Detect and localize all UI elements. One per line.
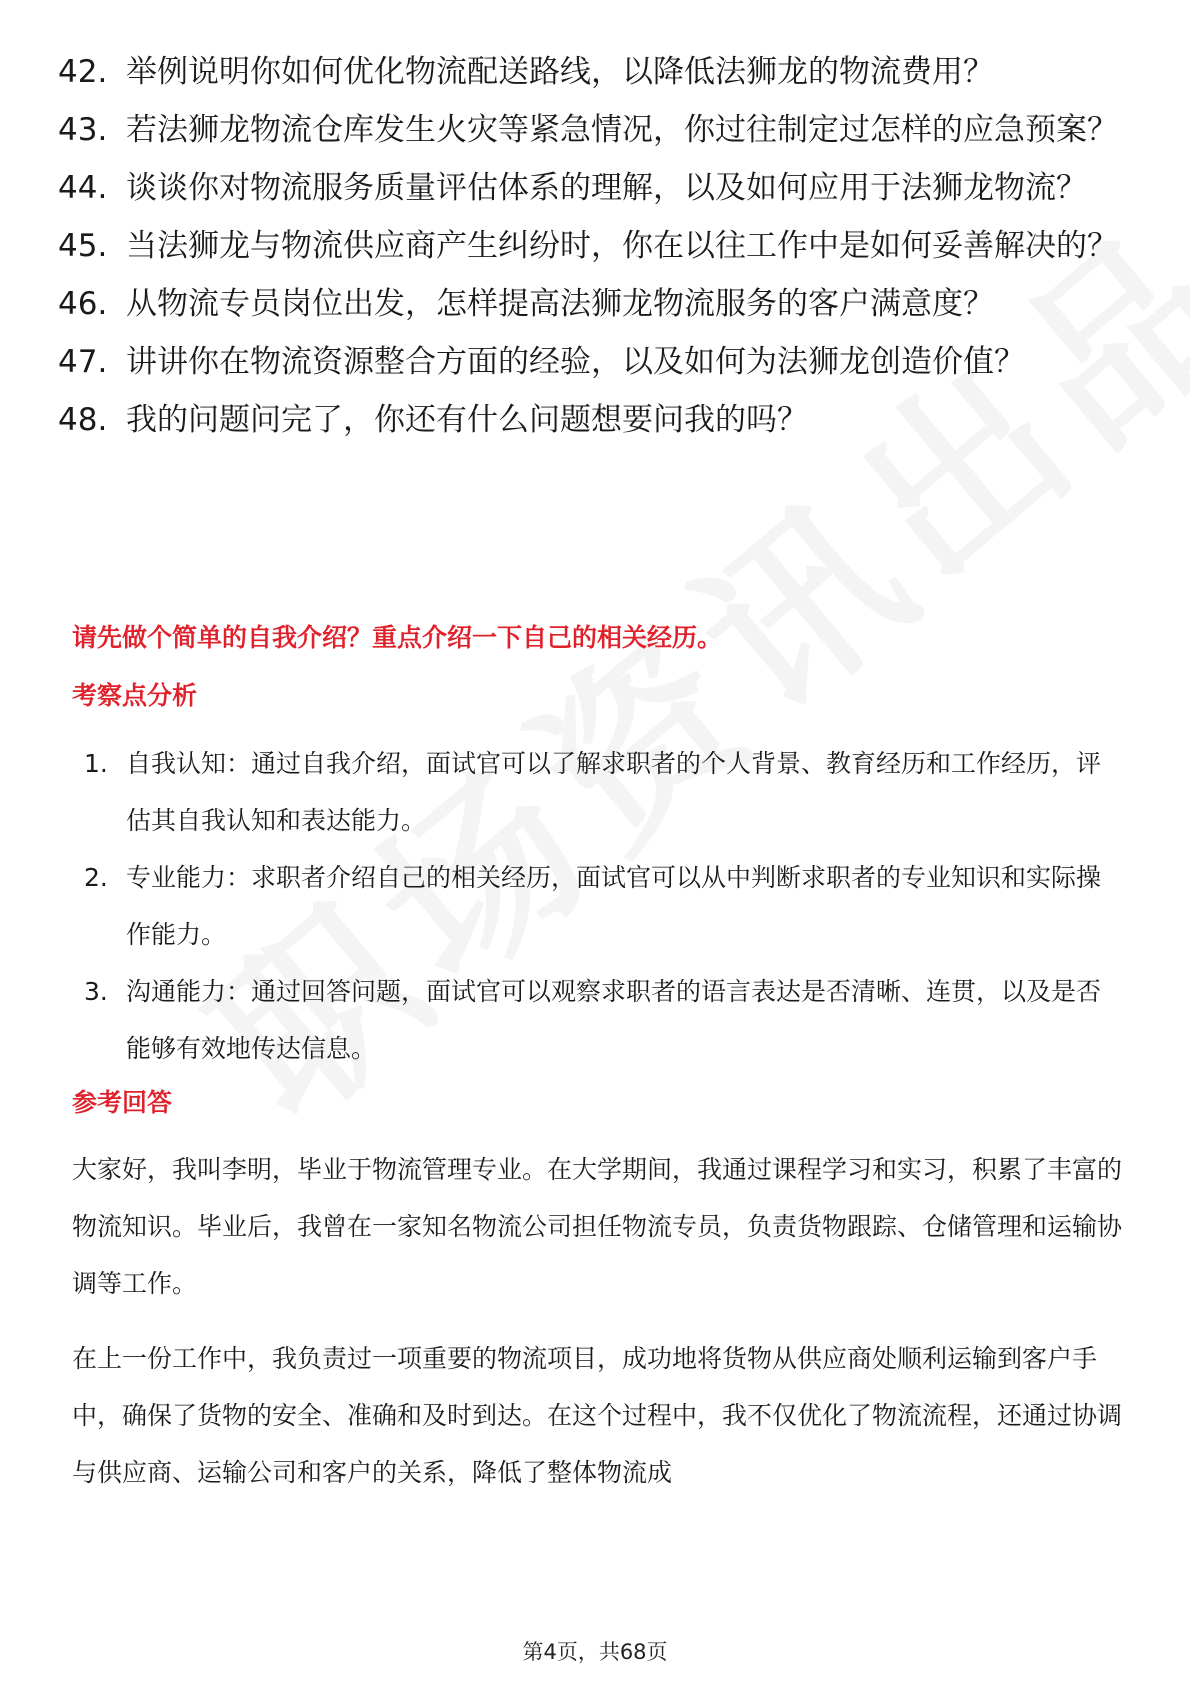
list-item [58,226,1138,266]
question-text: 举例说明你如何优化物流配送路线，以降低法狮龙的物流费用？ [126,54,994,90]
analysis-heading: 考察点分析 [72,681,198,710]
list-item [84,735,1124,849]
answer-paragraph: 在上一份工作中，我负责过一项重要的物流项目，成功地将货物从供应商处顺利运输到客户手中，确保了货物的安全、准确和及时到达。在这个过程中，我不仅优化了物流流程，还通过协调与供应商、运输公司和客户的关系，降低了整体物流成 [72,1344,1123,1487]
page-footer: 第4页，共68页 [522,1640,668,1664]
point-number: 2. [84,863,108,892]
question-number: 47. [58,344,108,380]
list-item [58,342,1138,382]
question-number: 45. [58,228,108,264]
question-text: 谈谈你对物流服务质量评估体系的理解，以及如何应用于法狮龙物流？ [126,170,1087,206]
question-list [58,52,1138,458]
list-item [58,400,1138,440]
question-number: 43. [58,112,108,148]
list-item [58,52,1138,92]
question-text: 若法狮龙物流仓库发生火灾等紧急情况，你过往制定过怎样的应急预案？ [126,112,1118,148]
question-number: 42. [58,54,108,90]
point-text: 专业能力：求职者介绍自己的相关经历，面试官可以从中判断求职者的专业知识和实际操作能力。 [126,863,1102,949]
list-item [84,963,1124,1077]
question-text: 我的问题问完了，你还有什么问题想要问我的吗？ [126,402,808,438]
list-item [58,168,1138,208]
question-text: 从物流专员岗位出发，怎样提高法狮龙物流服务的客户满意度？ [126,286,994,322]
answer-heading: 参考回答 [72,1088,173,1117]
question-text: 讲讲你在物流资源整合方面的经验，以及如何为法狮龙创造价值？ [126,344,1025,380]
list-item [58,110,1138,150]
point-text: 自我认知：通过自我介绍，面试官可以了解求职者的个人背景、教育经历和工作经历，评估其自我认知和表达能力。 [126,749,1102,835]
question-number: 46. [58,286,108,322]
question-number: 48. [58,402,108,438]
point-number: 3. [84,977,108,1006]
list-item [84,849,1124,963]
answer-paragraph: 大家好，我叫李明，毕业于物流管理专业。在大学期间，我通过课程学习和实习，积累了丰富的物流知识。毕业后，我曾在一家知名物流公司担任物流专员，负责货物跟踪、仓储管理和运输协调等工作。 [72,1155,1123,1298]
analysis-points [84,735,1124,1077]
question-text: 当法狮龙与物流供应商产生纠纷时，你在以往工作中是如何妥善解决的？ [126,228,1118,264]
question-number: 44. [58,170,108,206]
point-text: 沟通能力：通过回答问题，面试官可以观察求职者的语言表达是否清晰、连贯，以及是否能够有效地传达信息。 [126,977,1102,1063]
point-number: 1. [84,749,108,778]
list-item [58,284,1138,324]
section-question-heading: 请先做个简单的自我介绍？重点介绍一下自己的相关经历。 [72,623,723,652]
